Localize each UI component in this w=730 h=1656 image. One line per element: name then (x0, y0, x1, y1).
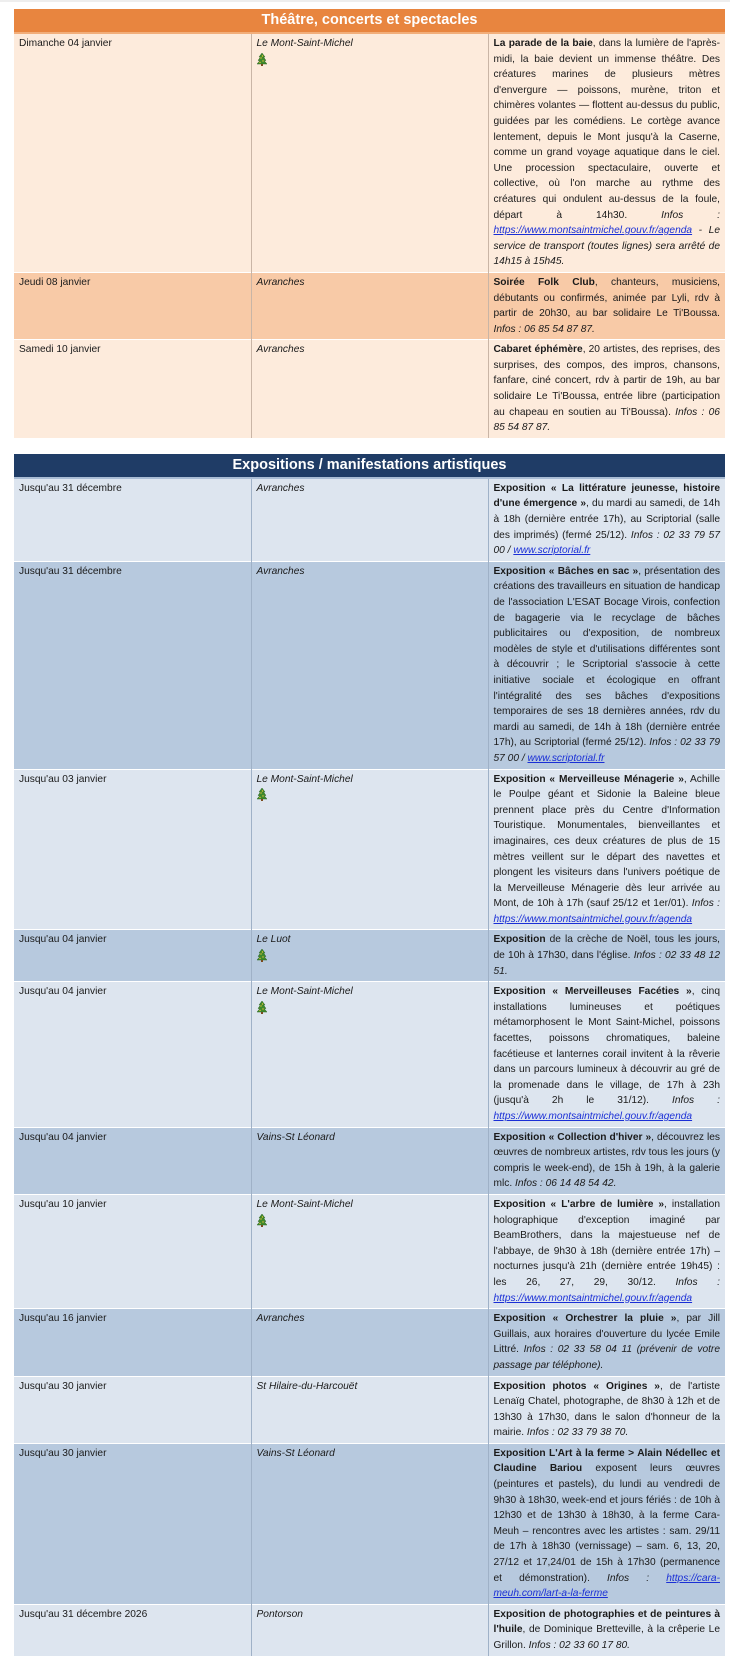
event-title: Exposition de photographies et de peintures à l'huile (493, 1608, 720, 1636)
event-location-cell (251, 1309, 488, 1376)
event-description (488, 1376, 725, 1443)
event-location: Le Mont-Saint-Michel (256, 986, 353, 998)
event-infos: Infos : 06 85 54 87 87. (493, 406, 720, 434)
event-note: - Le service de transport (toutes lignes) sera arrêté de 14h15 à 15h45. (493, 225, 720, 268)
event-row (14, 478, 725, 561)
event-title: Exposition « Merveilleuses Facéties » (493, 986, 692, 998)
event-date: Jusqu'au 30 janvier (14, 1443, 251, 1604)
event-text: de la crèche de Noël, tous les jours, de 10h à 17h30, dans l'église. (493, 934, 720, 962)
event-title: Exposition « Orchestrer la pluie » (493, 1313, 677, 1325)
event-link[interactable]: https://www.montsaintmichel.gouv.fr/agenda (493, 913, 693, 925)
event-location-cell (251, 33, 488, 272)
event-row (14, 1309, 725, 1376)
event-location-cell (251, 930, 488, 982)
event-link[interactable]: www.scriptorial.fr (513, 545, 591, 557)
theatre-section-title: Théâtre, concerts et spectacles (14, 9, 725, 34)
theatre-header-row (14, 9, 725, 34)
christmas-tree-icon (257, 949, 267, 962)
event-link[interactable]: https://www.montsaintmichel.gouv.fr/agenda (493, 225, 693, 237)
event-text: , présentation des créations des travailleurs en situation de handicap de l'association L'ESAT Bocage Virois, confection de bagagerie via le recyclage de bâches publicitaires ou d'exposition, de nombreux modèles de style et d'utilisations différentes sont à découvrir ; le Scriptorial s'associe à cette initiative sociale et écologique en offrant l'intégralité des ses bâches d'expositions temporaires de ses 18 dernières années, rdv du mardi au samedi, de 14h à 18h (dernière entrée 17h), au Scriptorial (fermé 25/12). (493, 565, 720, 749)
event-date: Jusqu'au 04 janvier (14, 930, 251, 982)
event-row (14, 1443, 725, 1604)
event-date: Jusqu'au 31 décembre 2026 (14, 1604, 251, 1655)
christmas-tree-icon (257, 53, 267, 66)
event-location: Avranches (256, 482, 305, 494)
event-infos: Infos : (607, 1572, 667, 1584)
event-title: Exposition « L'arbre de lumière » (493, 1198, 665, 1210)
event-description (488, 1604, 725, 1655)
event-date: Jusqu'au 10 janvier (14, 1194, 251, 1308)
event-date: Jusqu'au 03 janvier (14, 769, 251, 930)
event-title: Exposition « Bâches en sac » (493, 565, 639, 577)
event-date: Dimanche 04 janvier (14, 33, 251, 272)
event-date: Jusqu'au 31 décembre (14, 561, 251, 769)
event-location: Le Mont-Saint-Michel (256, 773, 353, 785)
event-location: Avranches (256, 565, 305, 577)
christmas-tree-icon (257, 788, 267, 801)
event-location-cell (251, 561, 488, 769)
event-row (14, 33, 725, 272)
event-date: Jusqu'au 30 janvier (14, 1376, 251, 1443)
event-location: Vains-St Léonard (256, 1131, 335, 1143)
event-description (488, 930, 725, 982)
event-text: , installation holographique d'exception imaginé par BeamBrothers, dans la majestueuse nef de l'abbaye, de 9h30 à 18h (dernière entrée 17h) – nocturnes jusqu'à 21h (dernière entrée 19h45) : les 26, 27, 29, 30/12. (493, 1198, 720, 1288)
event-text: , de l'artiste Lenaïg Chatel, photographe, de 8h30 à 12h et de 13h30 à 17h30, dans le salon d'honneur de la mairie. (493, 1380, 720, 1439)
event-location: Vains-St Léonard (256, 1447, 335, 1459)
event-title: Exposition photos « Origines » (493, 1380, 660, 1392)
event-location: St Hilaire-du-Harcouët (256, 1380, 358, 1392)
event-location: Le Mont-Saint-Michel (256, 1198, 353, 1210)
event-description (488, 272, 725, 339)
event-text: , dans la lumière de l'après-midi, la baie devient un immense théâtre. Des créatures marines de plusieurs mètres d'envergure — poissons, murène, triton et chimères volantes — flottent au-dessus du public, guidées par les comédiens. Le cortège avance lentement, depuis le Mont jusqu'à la Caserne, comme un grand voyage aquatique dans le ciel. Une procession spectaculaire, ouverte et collective, où l'on marche au rythme des créatures qui ondulent au-dessus de la foule, départ à 14h30. (493, 38, 720, 221)
event-location-cell (251, 340, 488, 438)
event-description (488, 1194, 725, 1308)
event-location-cell (251, 1194, 488, 1308)
event-infos: Infos : (691, 898, 720, 910)
event-date: Jusqu'au 04 janvier (14, 1127, 251, 1194)
event-row (14, 1194, 725, 1308)
event-description (488, 340, 725, 438)
event-text: , Achille le Poulpe géant et Sidonie la Baleine bleue prennent place près du Centre d'Information Touristique. Monumentales, bienveillantes et imaginaires, ces deux créatures de plus de 15 mètres veillent sur le départ des navettes et plongent les visiteurs dans l'univers poétique de la Merveilleuse Ménagerie dès leur arrivée au Mont, de 10h à 17h (sauf 25/12 et 1er/01). (493, 773, 721, 910)
event-link[interactable]: https://cara-meuh.com/lart-a-la-ferme (493, 1572, 720, 1600)
christmas-tree-icon (257, 1001, 267, 1014)
event-infos: Infos : 02 33 48 12 51. (493, 950, 720, 977)
event-title: Cabaret éphémère (493, 344, 583, 356)
event-location: Pontorson (256, 1608, 303, 1620)
event-description (488, 33, 725, 272)
event-row (14, 1127, 725, 1194)
event-title: Exposition (493, 934, 546, 946)
event-link[interactable]: https://www.montsaintmichel.gouv.fr/agenda (493, 1292, 693, 1304)
event-title: Exposition « La littérature jeunesse, histoire d'une émergence » (493, 482, 720, 510)
event-row (14, 1376, 725, 1443)
event-location-cell (251, 1443, 488, 1604)
event-description (488, 1443, 725, 1604)
event-link[interactable]: www.scriptorial.fr (527, 752, 605, 764)
event-location: Avranches (256, 276, 305, 288)
event-infos: Infos : (672, 1095, 720, 1107)
event-title: La parade de la baie (493, 38, 593, 49)
event-text: , par Jill Guillais, aux horaires d'ouverture du lycée Emile Littré. (493, 1313, 721, 1356)
event-infos: Infos : 02 33 79 57 00 / (493, 529, 720, 557)
event-description (488, 1127, 725, 1194)
event-location: Avranches (256, 344, 305, 356)
event-text: , 20 artistes, des reprises, des surprises, des compos, des impros, chansons, fanfare, ciné concert, rdv à partir de 19h, au bar solidaire Le Ti'Boussa, entrée libre (participation au chapeau en soutien au Ti'Boussa). (493, 344, 720, 418)
event-description (488, 769, 725, 930)
event-infos: Infos : 02 33 58 04 11 (prévenir de votre passage par téléphone). (493, 1344, 720, 1371)
event-text: , du mardi au samedi, de 14h à 18h (dernière entrée 17h), au Scriptorial (salle des imprimés) (fermé 25/12). (493, 498, 720, 541)
event-title: Soirée Folk Club (493, 276, 595, 288)
event-location: Le Mont-Saint-Michel (256, 38, 353, 49)
event-infos: Infos : 02 33 60 17 80. (528, 1640, 630, 1651)
event-row (14, 982, 725, 1127)
event-infos: Infos : (675, 1276, 720, 1288)
event-text: , de Dominique Bretteville, à la crêperie Le Grillon. (493, 1624, 720, 1651)
event-infos: Infos : (661, 209, 721, 221)
expo-section-title: Expositions / manifestations artistiques (14, 453, 725, 478)
event-title: Exposition L'Art à la ferme > Alain Nédellec et Claudine Bariou (493, 1447, 720, 1475)
event-description (488, 561, 725, 769)
event-link[interactable]: https://www.montsaintmichel.gouv.fr/agenda (493, 1111, 693, 1122)
expo-table (14, 453, 725, 1656)
event-description (488, 982, 725, 1127)
event-infos: Infos : 02 33 79 38 70. (526, 1427, 629, 1439)
event-date: Jusqu'au 31 décembre (14, 478, 251, 561)
christmas-tree-icon (257, 1214, 267, 1227)
event-location: Le Luot (256, 934, 291, 946)
event-location-cell (251, 478, 488, 561)
event-date: Jusqu'au 04 janvier (14, 982, 251, 1127)
event-location-cell (251, 1376, 488, 1443)
event-text: , cinq installations lumineuses et poétiques métamorphosent le Mont Saint-Michel, poissons facettes, poissons chromatiques, baleine facétieuse et lanternes corail invitent à la rêverie dans un parcours lumineux à découvrir au gré de la promenade dans le village, de 17h à 23h (jusqu'à 2h le 31/12). (493, 986, 720, 1107)
event-text: , chanteurs, musiciens, débutants ou confirmés, animée par Lyli, rdv à partir de 20h30, au bar solidaire Le Ti'Boussa. (493, 276, 720, 320)
event-title: Exposition « Merveilleuse Ménagerie » (493, 773, 684, 785)
event-date: Samedi 10 janvier (14, 340, 251, 438)
top-divider (0, 0, 730, 2)
event-location-cell (251, 769, 488, 930)
event-text: exposent leurs œuvres (peintures et pastels), du lundi au vendredi de 9h30 à 18h30, week-end et jours fériés : de 10h à 12h30 et de 13h30 à 18h30, à la ferme Cara-Meuh – rencontres avec les artistes : sam. 29/11 de 17h à 18h30 (vernissage) – sam. 6, 13, 20, 27/12 et 17,24/01 de 15h à 17h30 (permanence et démonstration). (493, 1463, 720, 1584)
event-row (14, 272, 725, 339)
event-location-cell (251, 272, 488, 339)
expo-header-row (14, 453, 725, 478)
event-text: , découvrez les œuvres de nombreux artistes, rdv tous les jours (y compris le week-end), de 15h à 19h, à la galerie mlc. (493, 1131, 720, 1190)
event-date: Jusqu'au 16 janvier (14, 1309, 251, 1376)
event-infos: Infos : 06 85 54 87 87. (493, 323, 595, 335)
event-date: Jeudi 08 janvier (14, 272, 251, 339)
event-title: Exposition « Collection d'hiver » (493, 1131, 652, 1143)
event-description (488, 478, 725, 561)
event-location-cell (251, 1604, 488, 1655)
event-location-cell (251, 982, 488, 1127)
event-infos: Infos : 06 14 48 54 42. (515, 1178, 617, 1190)
theatre-table (14, 8, 725, 438)
event-row (14, 930, 725, 982)
event-description (488, 1309, 725, 1376)
event-row (14, 340, 725, 438)
event-row (14, 1604, 725, 1655)
event-location: Avranches (256, 1313, 305, 1325)
event-row (14, 561, 725, 769)
event-row (14, 769, 725, 930)
event-infos: Infos : 02 33 79 57 00 / (493, 737, 720, 764)
event-location-cell (251, 1127, 488, 1194)
